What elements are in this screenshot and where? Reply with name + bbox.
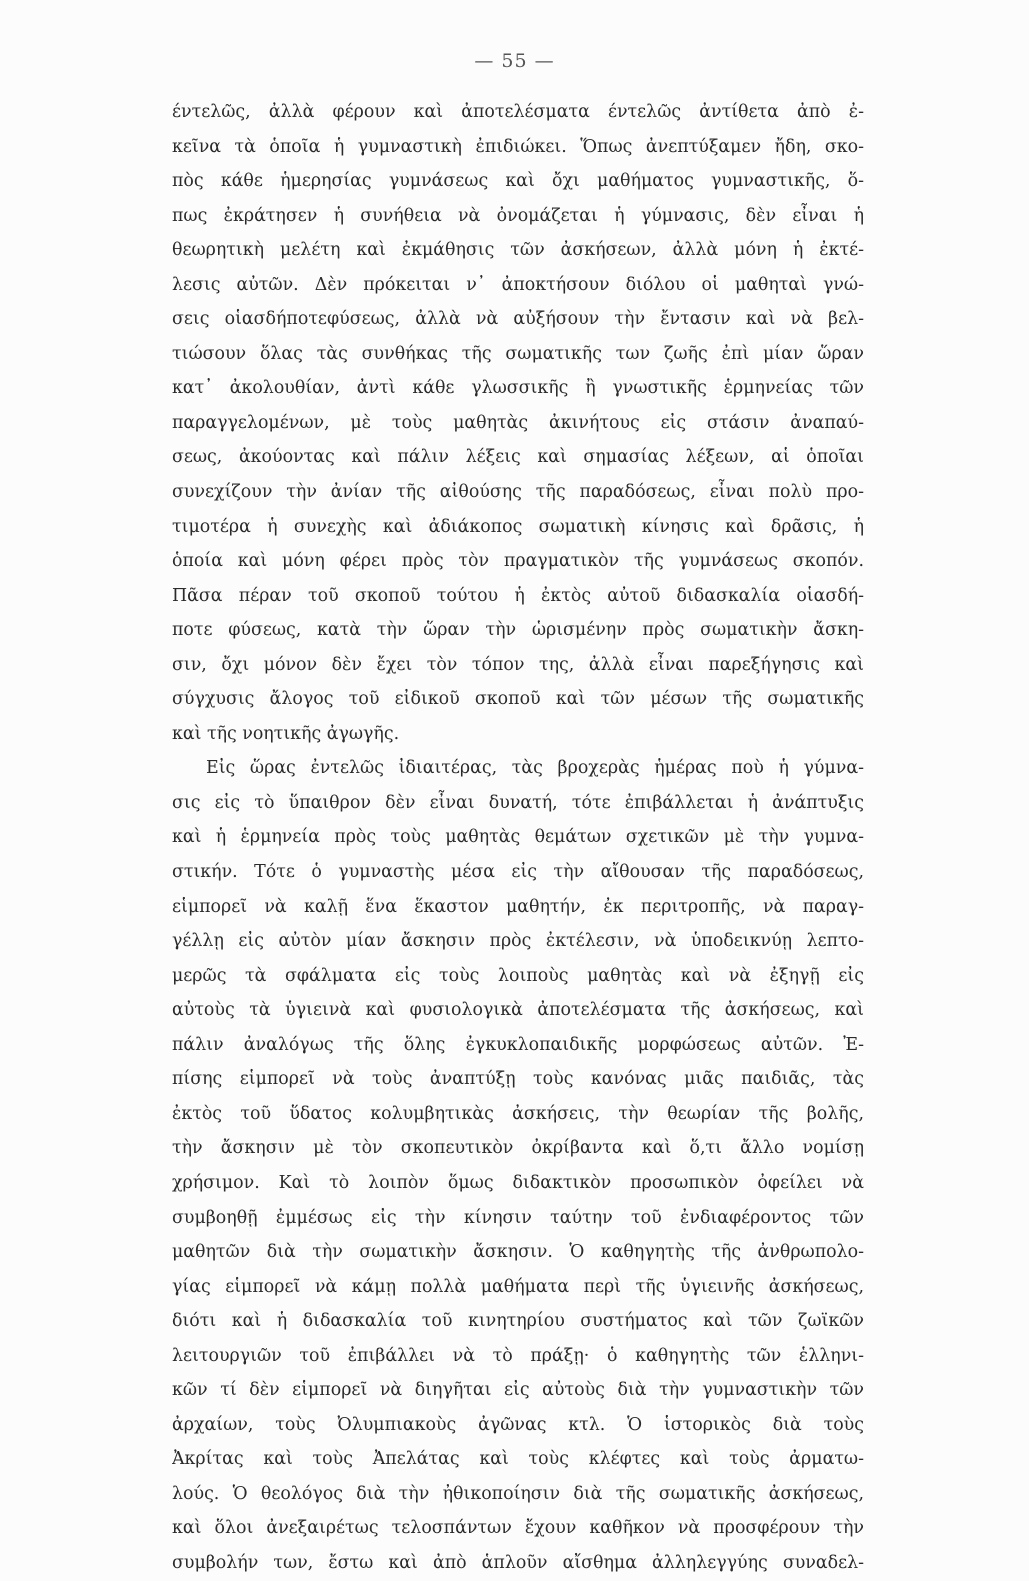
text-line: κεῖνα τὰ ὁποῖα ἡ γυμναστικὴ ἐπιδιώκει. Ὅπως ἀνεπτύξαμεν ἤδη, σκο- (172, 136, 864, 157)
text-line: Ἀκρίτας καὶ τοὺς Ἀπελάτας καὶ τοὺς κλέφτες καὶ τοὺς ἀρματω- (172, 1449, 864, 1470)
text-line: συνεχίζουν τὴν ἀνίαν τῆς αἰθούσης τῆς παραδόσεως, εἶναι πολὺ προ- (172, 482, 864, 503)
paragraph-1 (172, 95, 864, 751)
text-line: σεως, ἀκούοντας καὶ πάλιν λέξεις καὶ σημασίας λέξεων, αἱ ὁποῖαι (172, 447, 864, 468)
text-line: μερῶς τὰ σφάλματα εἰς τοὺς λοιποὺς μαθητὰς καὶ νὰ ἐξηγῇ εἰς (172, 965, 864, 986)
text-line: λεσις αὐτῶν. Δὲν πρόκειται ν᾿ ἀποκτήσουν διόλου οἱ μαθηταὶ γνώ- (172, 274, 864, 295)
paragraph-2 (172, 751, 864, 1580)
text-line: παραγγελομένων, μὲ τοὺς μαθητὰς ἀκινήτους εἰς στάσιν ἀναπαύ- (172, 412, 864, 433)
text-line: Εἰς ὥρας ἐντελῶς ἰδιαιτέρας, τὰς βροχερὰς ἡμέρας ποὺ ἡ γύμνα- (206, 758, 864, 779)
text-line: ὁποία καὶ μόνη φέρει πρὸς τὸν πραγματικὸν τῆς γυμνάσεως σκοπόν. (172, 551, 864, 572)
text-line: πὸς κάθε ἡμερησίας γυμνάσεως καὶ ὄχι μαθήματος γυμναστικῆς, ὅ- (172, 171, 864, 192)
text-line: συμβολήν των, ἔστω καὶ ἀπὸ ἁπλοῦν αἴσθημα ἀλληλεγγύης συναδελ- (172, 1552, 864, 1573)
text-line: σύγχυσις ἄλογος τοῦ εἰδικοῦ σκοποῦ καὶ τῶν μέσων τῆς σωματικῆς (172, 689, 864, 710)
text-line: καὶ ὅλοι ἀνεξαιρέτως τελοσπάντων ἔχουν καθῆκον νὰ προσφέρουν τὴν (172, 1518, 864, 1539)
text-line: κατ᾿ ἀκολουθίαν, ἀντὶ κάθε γλωσσικῆς ἢ γνωστικῆς ἑρμηνείας τῶν (172, 378, 864, 399)
text-line: γέλλῃ εἰς αὐτὸν μίαν ἄσκησιν πρὸς ἐκτέλεσιν, νὰ ὑποδεικνύῃ λεπτο- (172, 931, 864, 952)
body-text (172, 95, 864, 1581)
text-line: πως ἐκράτησεν ἡ συνήθεια νὰ ὀνομάζεται ἡ γύμνασις, δὲν εἶναι ἡ (172, 205, 864, 226)
text-line: καὶ ἡ ἑρμηνεία πρὸς τοὺς μαθητὰς θεμάτων σχετικῶν μὲ τὴν γυμνα- (172, 827, 864, 848)
text-line: πίσης εἱμπορεῖ νὰ τοὺς ἀναπτύξῃ τοὺς κανόνας μιᾶς παιδιᾶς, τὰς (172, 1069, 864, 1090)
text-line: Πᾶσα πέραν τοῦ σκοποῦ τούτου ἡ ἐκτὸς αὐτοῦ διδασκαλία οἱασδή- (172, 585, 864, 606)
text-line: θεωρητικὴ μελέτη καὶ ἐκμάθησις τῶν ἀσκήσεων, ἀλλὰ μόνη ἡ ἐκτέ- (172, 240, 864, 261)
text-line: σιν, ὄχι μόνον δὲν ἔχει τὸν τόπον της, ἀλλὰ εἶναι παρεξήγησις καὶ (172, 654, 864, 675)
text-line: διότι καὶ ἡ διδασκαλία τοῦ κινητηρίου συστήματος καὶ τῶν ζωϊκῶν (172, 1311, 864, 1332)
page-number: — 55 — (474, 50, 555, 72)
text-line: κῶν τί δὲν εἱμπορεῖ νὰ διηγῆται εἰς αὐτοὺς διὰ τὴν γυμναστικὴν τῶν (172, 1380, 864, 1401)
text-line: συμβοηθῇ ἐμμέσως εἰς τὴν κίνησιν ταύτην τοῦ ἐνδιαφέροντος τῶν (172, 1207, 864, 1228)
text-line: σις εἰς τὸ ὕπαιθρον δὲν εἶναι δυνατή, τότε ἐπιβάλλεται ἡ ἀνάπτυξις (172, 792, 864, 813)
text-line: μαθητῶν διὰ τὴν σωματικὴν ἄσκησιν. Ὁ καθηγητὴς τῆς ἀνθρωπολο- (172, 1242, 864, 1263)
text-line: τιώσουν ὅλας τὰς συνθήκας τῆς σωματικῆς των ζωῆς ἐπὶ μίαν ὥραν (172, 343, 864, 364)
text-line: αὐτοὺς τὰ ὑγιεινὰ καὶ φυσιολογικὰ ἀποτελέσματα τῆς ἀσκήσεως, καὶ (172, 1000, 864, 1021)
text-line: ἀρχαίων, τοὺς Ὀλυμπιακοὺς ἀγῶνας κτλ. Ὁ ἱστορικὸς διὰ τοὺς (172, 1414, 864, 1435)
text-line: τὴν ἄσκησιν μὲ τὸν σκοπευτικὸν ὀκρίβαντα καὶ ὅ,τι ἄλλο νομίσῃ (172, 1138, 864, 1159)
text-line: χρήσιμον. Καὶ τὸ λοιπὸν ὅμως διδακτικὸν προσωπικὸν ὀφείλει νὰ (172, 1172, 864, 1193)
text-line: εἱμπορεῖ νὰ καλῇ ἕνα ἕκαστον μαθητήν, ἐκ περιτροπῆς, νὰ παραγ- (172, 896, 864, 917)
text-line: καὶ τῆς νοητικῆς ἀγωγῆς. (172, 723, 400, 744)
text-line: λούς. Ὁ θεολόγος διὰ τὴν ἠθικοποίησιν διὰ τῆς σωματικῆς ἀσκήσεως, (172, 1483, 864, 1504)
text-line: γίας εἱμπορεῖ νὰ κάμῃ πολλὰ μαθήματα περὶ τῆς ὑγιεινῆς ἀσκήσεως, (172, 1276, 864, 1297)
text-line: τιμοτέρα ἡ συνεχὴς καὶ ἀδιάκοπος σωματικὴ κίνησις καὶ δρᾶσις, ἡ (172, 516, 864, 537)
text-line: έντελῶς, ἀλλὰ φέρουν καὶ ἀποτελέσματα έντελῶς ἀντίθετα ἀπὸ ἐ- (172, 102, 864, 122)
text-line: στικήν. Τότε ὁ γυμναστὴς μέσα εἰς τὴν αἴθουσαν τῆς παραδόσεως, (172, 862, 864, 883)
text-line: ἐκτὸς τοῦ ὕδατος κολυμβητικὰς ἀσκήσεις, τὴν θεωρίαν τῆς βολῆς, (172, 1103, 864, 1124)
text-line: πάλιν ἀναλόγως τῆς ὅλης ἐγκυκλοπαιδικῆς μορφώσεως αὐτῶν. Ἐ- (172, 1034, 864, 1055)
text-line: λειτουργιῶν τοῦ ἐπιβάλλει νὰ τὸ πράξῃ· ὁ καθηγητὴς τῶν ἑλληνι- (172, 1345, 864, 1366)
text-line: σεις οἱασδήποτεφύσεως, ἀλλὰ νὰ αὐξήσουν τὴν ἔντασιν καὶ νὰ βελ- (172, 309, 864, 330)
text-line: ποτε φύσεως, κατὰ τὴν ὥραν τὴν ὡρισμένην πρὸς σωματικὴν ἄσκη- (172, 620, 864, 641)
